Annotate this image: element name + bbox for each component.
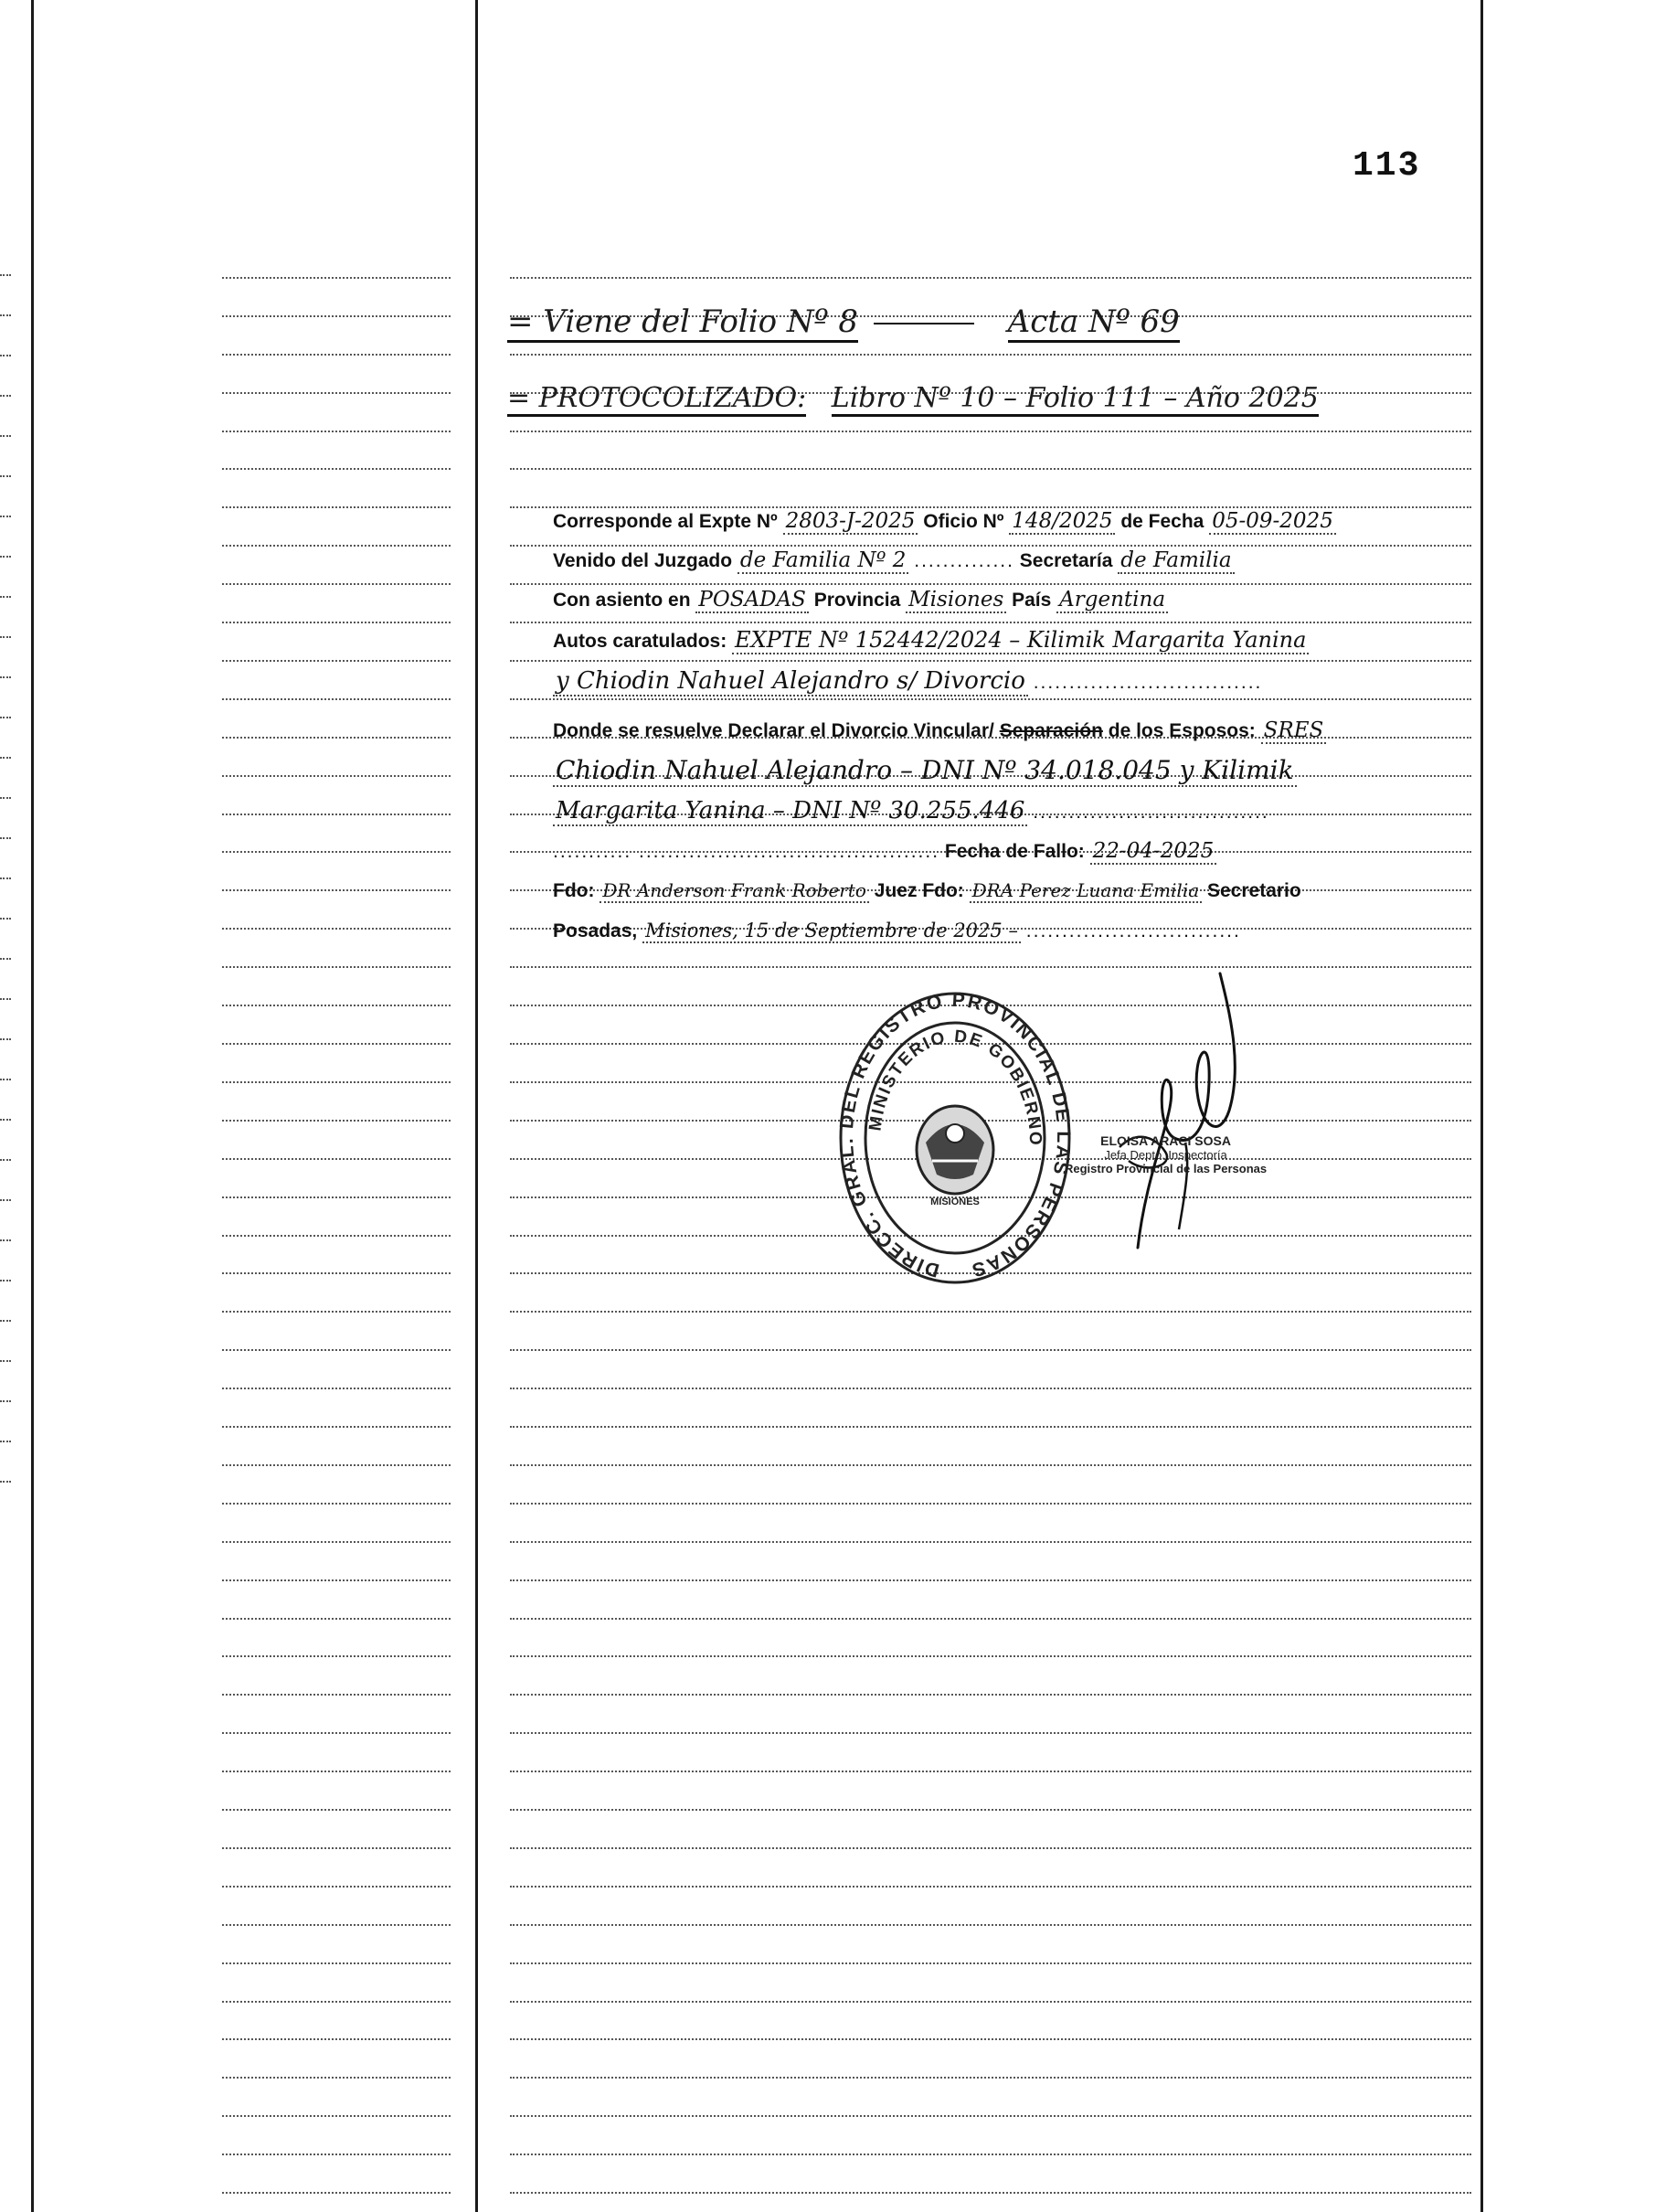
edge-rule-mark (0, 998, 11, 1000)
pais-value: Argentina (1056, 588, 1168, 613)
page-rule-line (510, 2115, 1471, 2117)
margin-rule-line (222, 2001, 451, 2003)
page-rule-line (510, 1311, 1471, 1313)
form-row-10 (553, 879, 1467, 902)
margin-rule-line (222, 1771, 451, 1772)
heading-line-1 (507, 303, 1180, 340)
edge-rule-mark (0, 596, 11, 598)
margin-rule-line (222, 545, 451, 547)
fecha-label: de Fecha (1120, 511, 1204, 532)
juez-name: DR Anderson Frank Roberto (600, 879, 869, 903)
margin-rule-line (222, 1732, 451, 1734)
margin-rule-line (222, 889, 451, 891)
separacion-strike: Separación (999, 720, 1103, 741)
edge-rule-mark (0, 676, 11, 678)
margin-rule-line (222, 1655, 451, 1657)
signer-name: ELOISA ARACI SOSA (1100, 1133, 1231, 1148)
fallo-label: Fecha de Fallo: (944, 841, 1085, 862)
margin-rule-line (222, 775, 451, 777)
margin-rule-line (222, 506, 451, 508)
filler-dots: ........... .......................................... (553, 841, 940, 862)
page-rule-line (510, 2154, 1471, 2155)
right-margin-rule (1480, 0, 1483, 2212)
provincia-label: Provincia (813, 590, 901, 611)
edge-rule-mark (0, 717, 11, 718)
edge-rule-mark (0, 1320, 11, 1322)
esposos-sres: SRES (1261, 718, 1327, 744)
margin-rule-line (222, 1043, 451, 1045)
edge-rule-mark (0, 1079, 11, 1080)
edge-rule-mark (0, 958, 11, 960)
form-row-9 (553, 839, 1467, 863)
page-rule-line (510, 1962, 1471, 1964)
page-rule-line (510, 1349, 1471, 1351)
posadas-label: Posadas, (553, 920, 638, 941)
autos-value-cont: y Chiodin Nahuel Alejandro s/ Divorcio (553, 667, 1028, 697)
page-rule-line (510, 2038, 1471, 2040)
page-rule-line (510, 1771, 1471, 1772)
left-margin-rule (31, 0, 34, 2212)
seal-center-text: MISIONES (930, 1196, 980, 1207)
page-rule-line (510, 1388, 1471, 1389)
edge-rule-mark (0, 435, 11, 437)
margin-rule-line (222, 1120, 451, 1122)
margin-rule-line (222, 814, 451, 815)
form-row-11 (553, 920, 1467, 942)
margin-rule-line (222, 1158, 451, 1160)
fallo-value: 22-04-2025 (1090, 839, 1217, 865)
margin-rule-line (222, 851, 451, 853)
heading-acta: Acta Nº 69 (1008, 303, 1180, 343)
margin-rule-line (222, 1924, 451, 1926)
edge-rule-mark (0, 1441, 11, 1442)
page-rule-line (510, 1655, 1471, 1657)
edge-rule-mark (0, 1159, 11, 1161)
margin-rule-line (222, 928, 451, 930)
secretario-label: Secretario (1207, 880, 1301, 901)
margin-rule-line (222, 1349, 451, 1351)
form-row-4 (553, 627, 1467, 653)
margin-rule-line (222, 392, 451, 394)
filler-dots: .............. (914, 550, 1014, 571)
edge-rule-mark (0, 556, 11, 558)
fdo-label: Fdo: (553, 880, 595, 901)
margin-rule-line (222, 2038, 451, 2040)
page-rule-line (510, 468, 1471, 470)
form-row-8 (553, 797, 1467, 824)
edge-rule-mark (0, 1199, 11, 1201)
margin-rule-line (222, 2192, 451, 2194)
juzgado-label: Venido del Juzgado (553, 550, 733, 571)
page-rule-line (510, 583, 1471, 585)
signature-block (1065, 1133, 1267, 1175)
margin-rule-line (222, 1886, 451, 1888)
page-rule-line (510, 966, 1471, 968)
page-rule-line (510, 660, 1471, 662)
juez-label: Juez Fdo: (874, 880, 964, 901)
margin-rule-line (222, 966, 451, 968)
official-seal (836, 987, 1074, 1289)
margin-rule-line (222, 1618, 451, 1620)
form-row-2 (553, 548, 1467, 572)
margin-rule-line (222, 1847, 451, 1849)
page-rule-line (510, 1464, 1471, 1466)
margin-rule-line (222, 2077, 451, 2079)
margin-rule-line (222, 660, 451, 662)
margin-rule-line (222, 431, 451, 432)
margin-rule-line (222, 1196, 451, 1198)
page-rule-line (510, 1694, 1471, 1696)
esposo-1: Chiodin Nahuel Alejandro – DNI Nº 34.018.045 y Kilimik (553, 755, 1297, 787)
page-rule-line (510, 1924, 1471, 1926)
form-row-7 (553, 755, 1467, 785)
margin-rule-line (222, 315, 451, 317)
edge-rule-mark (0, 837, 11, 839)
edge-rule-mark (0, 314, 11, 316)
page-rule-line (510, 506, 1471, 508)
edge-rule-mark (0, 636, 11, 638)
margin-rule-line (222, 698, 451, 700)
form-row-6 (553, 718, 1467, 742)
margin-rule-line (222, 1962, 451, 1964)
page-rule-line (510, 1847, 1471, 1849)
edge-rule-mark (0, 355, 11, 356)
page-number: 113 (1353, 146, 1421, 186)
signer-office: Registro Provincial de las Personas (1065, 1162, 1268, 1175)
edge-rule-mark (0, 395, 11, 397)
heading-libro: Libro Nº 10 – Folio 111 – Año 2025 (832, 382, 1319, 417)
page-rule-line (510, 545, 1471, 547)
secretaria-label: Secretaría (1019, 550, 1113, 571)
coat-of-arms-icon (917, 1106, 993, 1194)
edge-rule-mark (0, 475, 11, 477)
margin-rule-line (222, 354, 451, 356)
heading-line-2 (507, 382, 1319, 414)
edge-rule-mark (0, 516, 11, 517)
page-rule-line (510, 2001, 1471, 2003)
handwritten-signature (1083, 955, 1257, 1266)
center-margin-rule (475, 0, 478, 2212)
margin-rule-line (222, 1541, 451, 1543)
page-rule-line (510, 2077, 1471, 2079)
margin-rule-line (222, 1426, 451, 1428)
secretaria-value: de Familia (1118, 548, 1234, 574)
margin-rule-line (222, 1694, 451, 1696)
margin-rule-line (222, 622, 451, 623)
margin-rule-line (222, 1503, 451, 1505)
form-row-1 (553, 509, 1467, 533)
margin-rule-line (222, 1809, 451, 1811)
edge-rule-mark (0, 757, 11, 759)
margin-rule-line (222, 737, 451, 739)
edge-rule-mark (0, 274, 11, 276)
oficio-label: Oficio Nº (923, 511, 1004, 532)
edge-rule-mark (0, 1038, 11, 1040)
edge-rule-mark (0, 877, 11, 879)
asiento-label: Con asiento en (553, 590, 691, 611)
heading-dash (874, 323, 974, 324)
secretario-name: DRA Perez Luana Emilia (970, 879, 1203, 903)
page-rule-line (510, 698, 1471, 700)
resuelve-label: Donde se resuelve Declarar el Divorcio Vincular/ (553, 720, 994, 741)
margin-rule-line (222, 2154, 451, 2155)
page-rule-line (510, 354, 1471, 356)
expte-value: 2803-J-2025 (783, 509, 918, 535)
form-row-3 (553, 588, 1467, 611)
edge-rule-mark (0, 797, 11, 799)
margin-rule-line (222, 1464, 451, 1466)
heading-protocolizado: = PROTOCOLIZADO: (507, 382, 806, 417)
pais-label: País (1012, 590, 1052, 611)
page-rule-line (510, 1579, 1471, 1581)
margin-rule-line (222, 583, 451, 585)
page-rule-line (510, 277, 1471, 279)
margin-rule-line (222, 1579, 451, 1581)
filler-dots: ................................ (1033, 672, 1263, 693)
autos-value: EXPTE Nº 152442/2024 – Kilimik Margarita Yanina (732, 627, 1309, 654)
margin-rule-line (222, 1005, 451, 1006)
autos-label: Autos caratulados: (553, 631, 727, 652)
page-rule-line (510, 431, 1471, 432)
page-rule-line (510, 1503, 1471, 1505)
signer-title: Jefa Depto. Inspectoría (1104, 1148, 1227, 1162)
asiento-value: POSADAS (695, 588, 809, 613)
oficio-value: 148/2025 (1009, 509, 1115, 535)
heading-folio-ref: = Viene del Folio Nº 8 (507, 303, 858, 343)
edge-rule-mark (0, 1119, 11, 1121)
seal-inner-text: MINISTERIO DE GOBIERNO (865, 1026, 1045, 1147)
margin-rule-line (222, 468, 451, 470)
margin-rule-line (222, 1235, 451, 1237)
page-rule-line (510, 1809, 1471, 1811)
page-rule-line (510, 1732, 1471, 1734)
page-rule-line (510, 1618, 1471, 1620)
margin-rule-line (222, 1311, 451, 1313)
page-rule-line (510, 2192, 1471, 2194)
page-rule-line (510, 622, 1471, 623)
page-rule-line (510, 1541, 1471, 1543)
margin-rule-line (222, 1081, 451, 1083)
fecha-value: 05-09-2025 (1209, 509, 1336, 535)
filler-dots: .............................. (1025, 920, 1241, 941)
edge-rule-mark (0, 918, 11, 920)
edge-rule-mark (0, 1400, 11, 1402)
edge-rule-mark (0, 1280, 11, 1281)
edge-rule-mark (0, 1481, 11, 1483)
edge-rule-mark (0, 1239, 11, 1241)
seal-outer-text: DIRECC. GRAL. DEL REGISTRO PROVINCIAL DE LAS PERSONAS (836, 989, 1074, 1281)
margin-rule-line (222, 1272, 451, 1274)
margin-rule-line (222, 1388, 451, 1389)
esposos-label: de los Esposos: (1108, 720, 1256, 741)
page-rule-line (510, 1886, 1471, 1888)
margin-rule-line (222, 277, 451, 279)
expte-label: Corresponde al Expte Nº (553, 511, 778, 532)
filler-dots: ................................. (1033, 802, 1269, 823)
provincia-value: Misiones (906, 588, 1006, 613)
lugar-fecha-value: Misiones, 15 de Septiembre de 2025 – (642, 920, 1021, 943)
juzgado-value: de Familia Nº 2 (737, 548, 909, 574)
margin-rule-line (222, 2115, 451, 2117)
form-row-5 (553, 667, 1467, 695)
edge-rule-mark (0, 1360, 11, 1362)
esposa-2: Margarita Yanina – DNI Nº 30.255.446 (553, 797, 1027, 826)
page-rule-line (510, 1426, 1471, 1428)
